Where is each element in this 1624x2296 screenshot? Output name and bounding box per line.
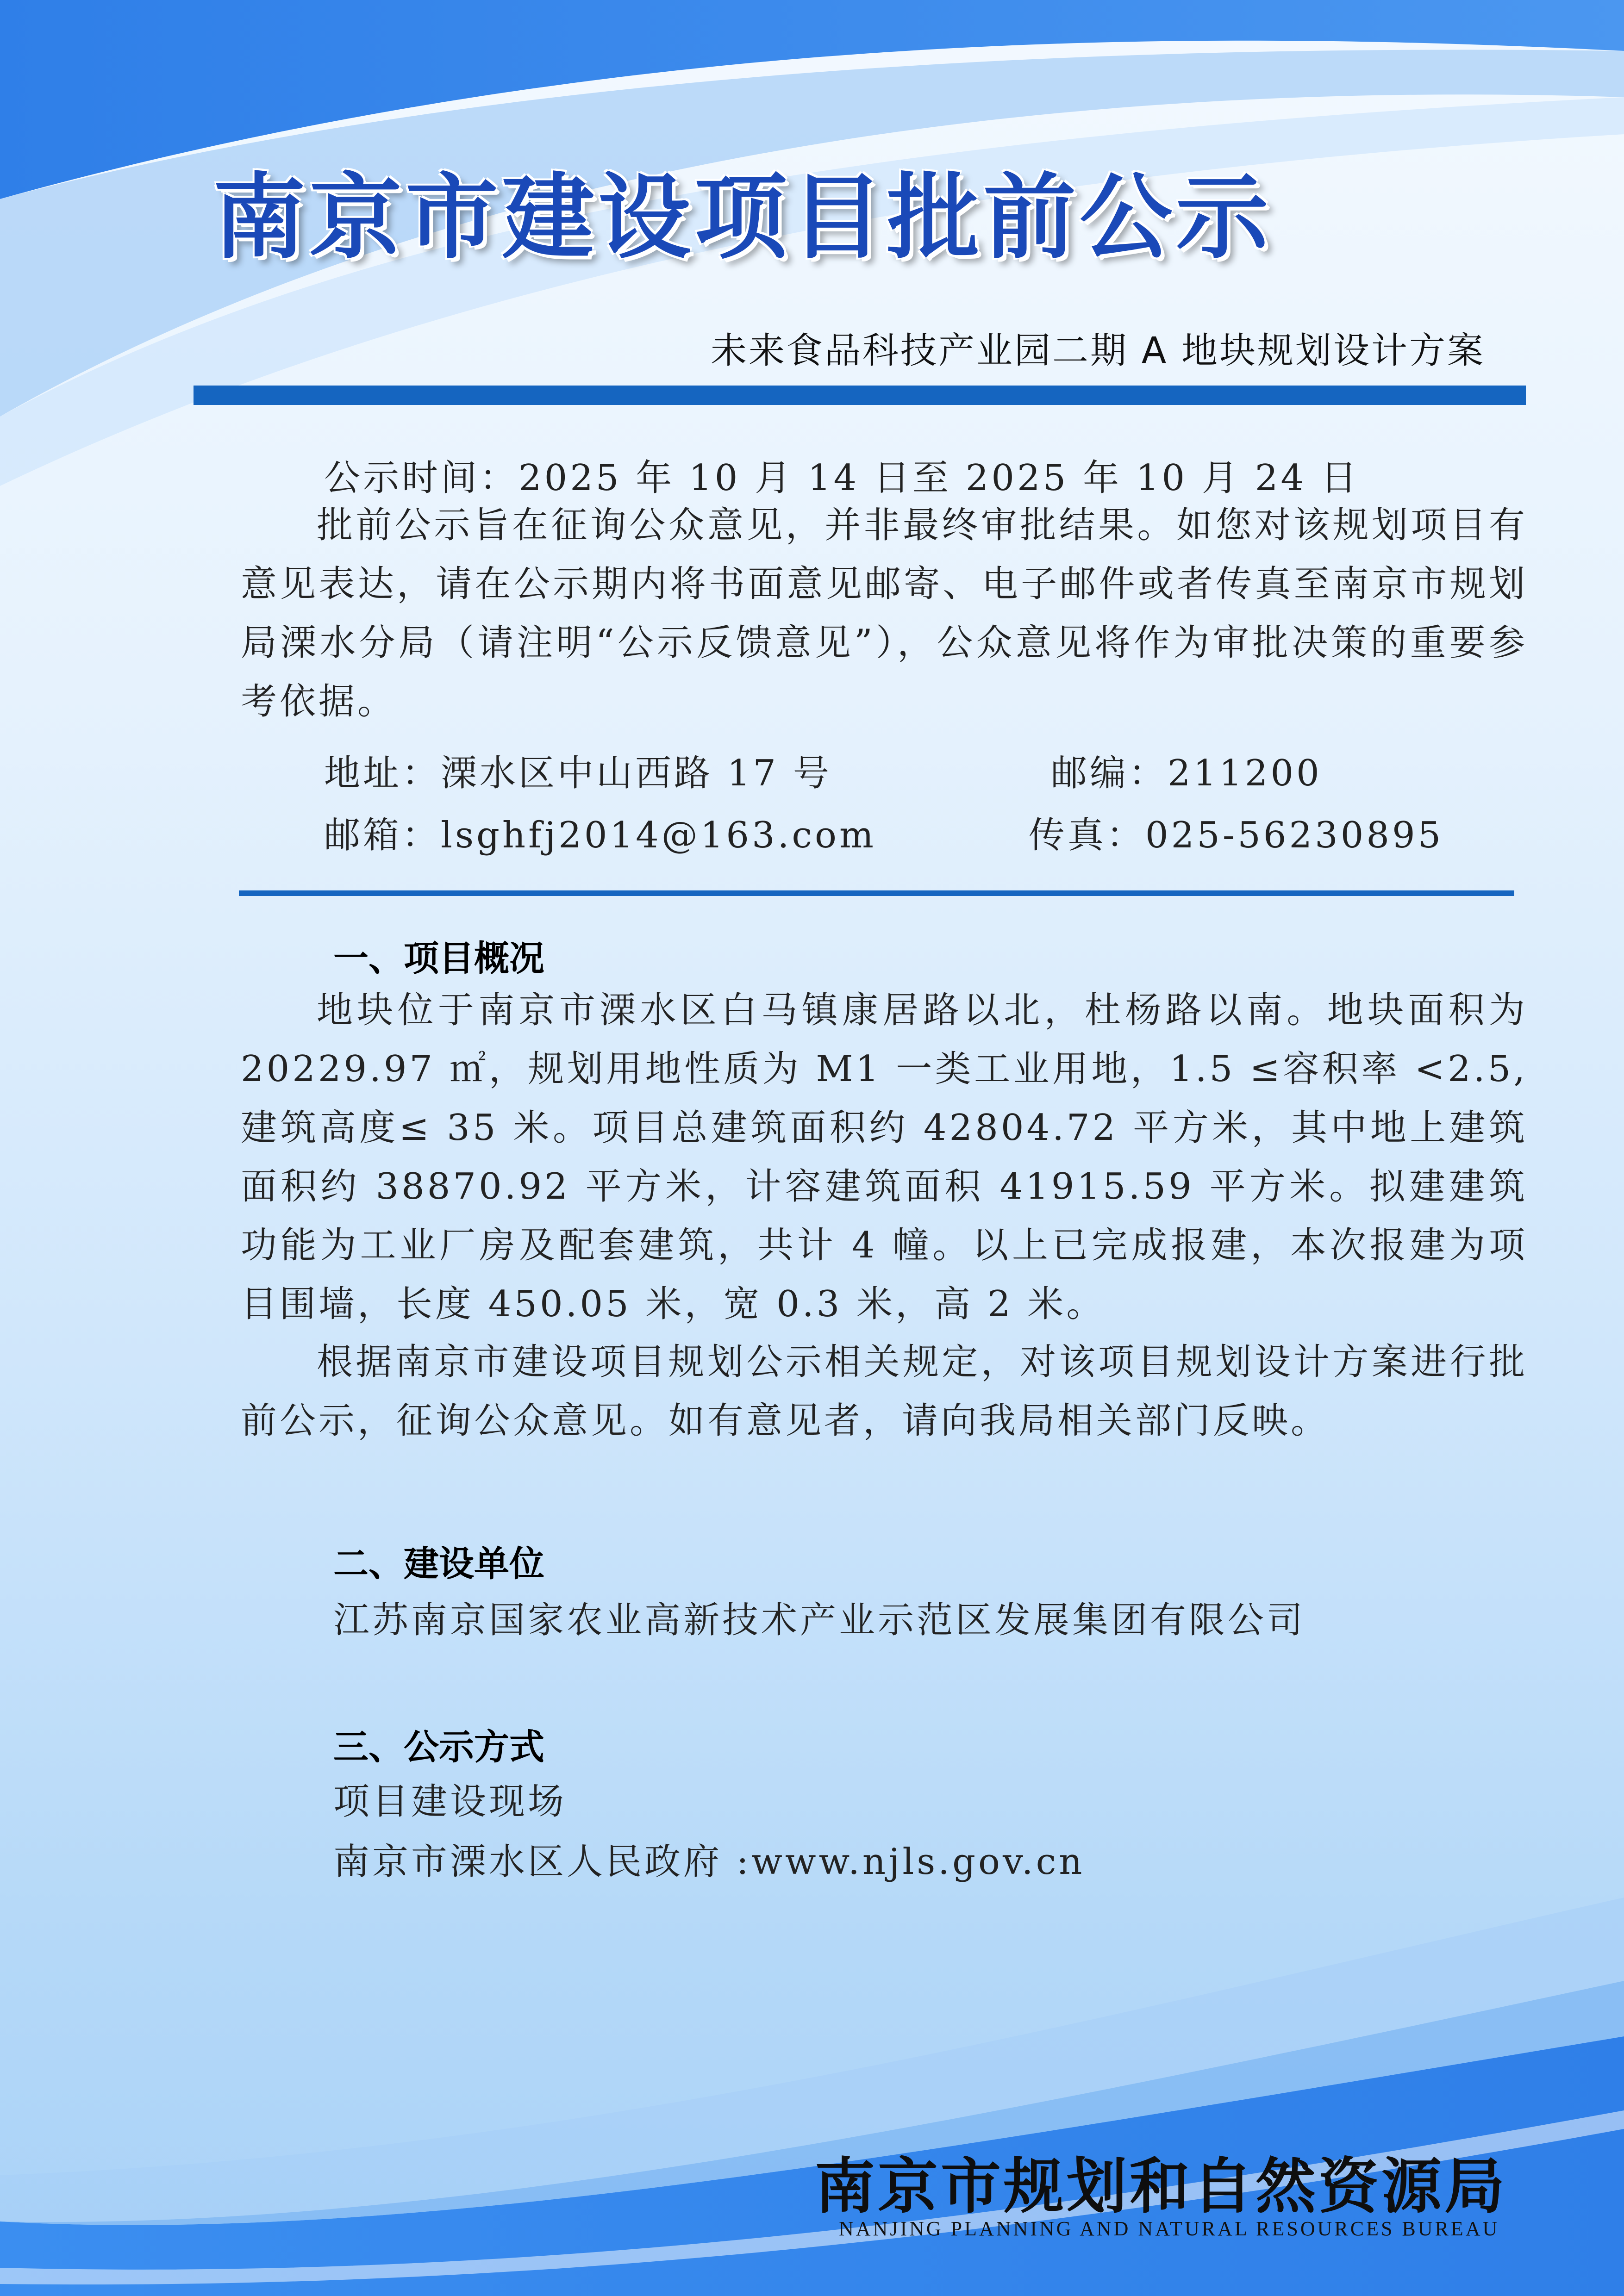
section1-heading: 一、项目概况: [333, 938, 544, 979]
project-subtitle: 未来食品科技产业园二期 A 地块规划设计方案: [711, 330, 1485, 372]
publicity-method-website: 南京市溧水区人民政府 :www.njls.gov.cn: [333, 1841, 1085, 1883]
section-divider: [239, 890, 1514, 896]
contact-address: 地址：溧水区中山西路 17 号: [324, 753, 832, 794]
section2-heading: 二、建设单位: [333, 1543, 544, 1584]
bureau-name-en: NANJING PLANNING AND NATURAL RESOURCES BUREAU: [839, 2217, 1500, 2240]
construction-unit: 江苏南京国家农业高新技术产业示范区发展集团有限公司: [333, 1599, 1306, 1641]
notice-period: 公示时间：2025 年 10 月 14 日至 2025 年 10 月 24 日: [324, 457, 1360, 499]
section1-paragraph-2: 根据南京市建设项目规划公示相关规定，对该项目规划设计方案进行批前公示，征询公众意见。如有意见者，请向我局相关部门反映。: [241, 1341, 1528, 1442]
bureau-name: 南京市规划和自然资源局: [815, 2151, 1508, 2221]
contact-email: 邮箱：lsghfj2014@163.com: [324, 815, 876, 856]
section1-paragraph-1: 地块位于南京市溧水区白马镇康居路以北，杜杨路以南。地块面积为 20229.97 ㎡，规划用地性质为 M1 一类工业用地，1.5 ≤容积率 <2.5, 建筑高度≤ 35 米。项目总建筑面积约 42804.72 平方米，其中地上建筑面积约 38870.92 平方米，计容建筑面积 41915.59 平方米。拟建建筑功能为工业厂房及配套建筑，共计 4 幢。以上已完成报建，本次报建为项目围墙，长度 450.05 米，宽 0.3 米，高 2 米。: [241, 989, 1528, 1325]
header-divider: [194, 386, 1526, 405]
notice-intro: 批前公示旨在征询公众意见，并非最终审批结果。如您对该规划项目有意见表达，请在公示期内将书面意见邮寄、电子邮件或者传真至南京市规划局溧水分局（请注明“公示反馈意见”），公众意见将作为审批决策的重要参考依据。: [241, 504, 1528, 722]
page-title: 南京市建设项目批前公示: [213, 164, 1273, 272]
contact-fax: 传真：025-56230895: [1029, 815, 1444, 856]
publicity-method-site: 项目建设现场: [333, 1781, 567, 1823]
section3-heading: 三、公示方式: [333, 1726, 544, 1767]
contact-postcode: 邮编：211200: [1051, 753, 1322, 794]
